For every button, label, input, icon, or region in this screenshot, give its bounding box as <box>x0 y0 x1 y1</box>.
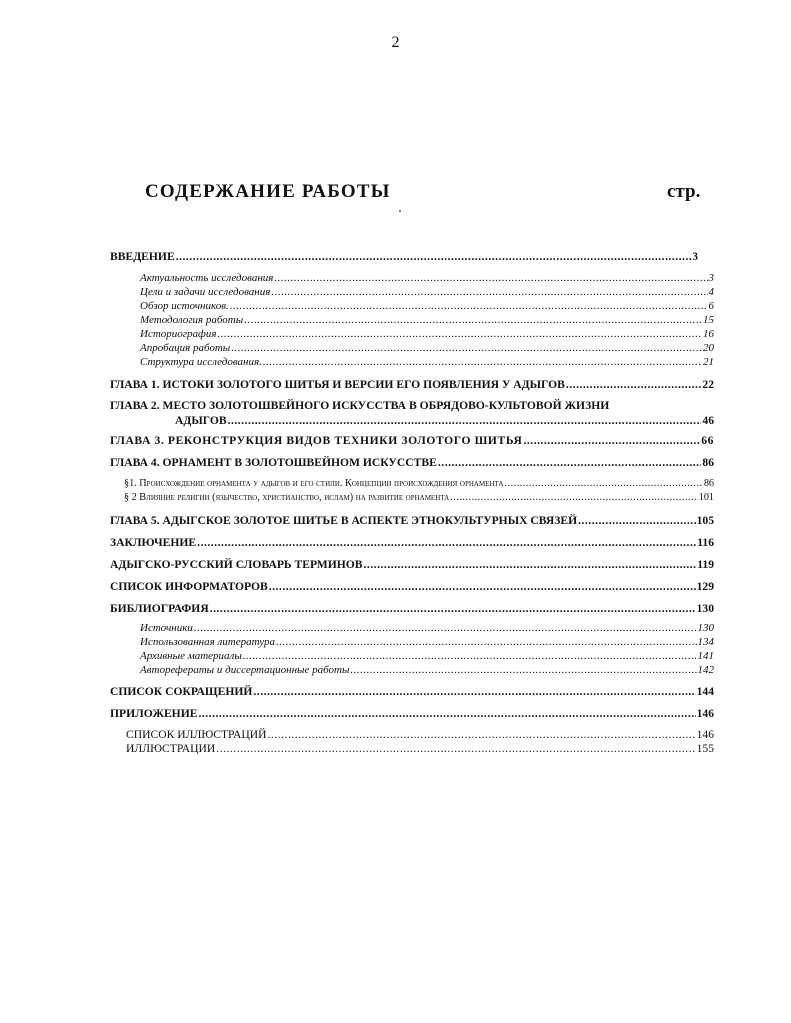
toc-entry-page: 86 <box>702 456 714 469</box>
leader-dots <box>438 457 702 469</box>
leader-dots <box>505 479 703 489</box>
toc-entry-page: 3 <box>708 272 714 284</box>
leader-dots <box>450 493 697 503</box>
toc-entry-page: 21 <box>703 356 714 368</box>
toc-subentry[interactable] <box>140 637 714 648</box>
toc-subentry[interactable] <box>140 301 714 312</box>
toc-entry-dictionary[interactable] <box>110 559 714 571</box>
toc-entry-label: АДЫГСКО-РУССКИЙ СЛОВАРЬ ТЕРМИНОВ <box>110 558 363 571</box>
toc-entry-page: 16 <box>703 328 714 340</box>
toc-subentry[interactable] <box>140 623 714 634</box>
toc-entry-label: Использованная литература <box>140 636 276 648</box>
toc-subentry[interactable] <box>140 357 714 368</box>
toc-entry-page: 116 <box>697 536 714 549</box>
leader-dots <box>566 379 702 391</box>
page-number: 2 <box>391 34 400 51</box>
toc-subentry[interactable] <box>124 493 714 503</box>
toc-entry-page: 134 <box>697 636 714 648</box>
leader-dots <box>268 729 696 741</box>
toc-entry-label: СПИСОК ИЛЛЮСТРАЦИЙ <box>126 728 267 741</box>
toc-entry-chapter-1[interactable] <box>110 379 714 391</box>
toc-entry-label: Цели и задачи исследования <box>140 286 271 298</box>
toc-entry-chapter-2[interactable] <box>175 415 714 427</box>
toc-entry-label: § 2 Влияние религии (язычество, христианство, ислам) на развитие орнамента <box>124 492 450 503</box>
toc-subentry[interactable] <box>140 315 714 326</box>
toc-subentry[interactable] <box>140 651 714 662</box>
toc-subentry[interactable] <box>140 665 714 676</box>
toc-entry-label: АДЫГОВ <box>175 414 227 427</box>
page-column-header: стр. <box>667 181 701 202</box>
toc-entry-label: Архивные материалы <box>140 650 242 662</box>
toc-entry-page: 105 <box>696 514 714 527</box>
toc-entry-chapter-4[interactable] <box>110 457 714 469</box>
toc-entry-page: 22 <box>702 378 714 391</box>
toc-entry-page: 146 <box>696 707 714 720</box>
toc-entry-label: ГЛАВА 3. РЕКОНСТРУКЦИЯ ВИДОВ ТЕХНИКИ ЗОЛОТОГО ШИТЬЯ <box>110 434 523 447</box>
toc-entry-page: 146 <box>696 728 714 741</box>
toc-entry-chapter-5[interactable] <box>110 515 714 527</box>
toc-entry-page: 144 <box>696 685 714 698</box>
leader-dots <box>524 435 701 447</box>
toc-entry-appendix[interactable] <box>110 708 714 720</box>
toc-subentry[interactable] <box>140 287 714 298</box>
leader-dots <box>269 581 696 593</box>
toc-entry-page: 119 <box>697 558 714 571</box>
leader-dots <box>231 343 702 354</box>
leader-dots <box>244 315 702 326</box>
toc-entry-label: СПИСОК ИНФОРМАТОРОВ <box>110 580 268 593</box>
toc-entry-label: ГЛАВА 1. ИСТОКИ ЗОЛОТОГО ШИТЬЯ И ВЕРСИИ ЕГО ПОЯВЛЕНИЯ У АДЫГОВ <box>110 378 565 391</box>
toc-entry-page: 4 <box>708 286 714 298</box>
leader-dots <box>271 287 707 298</box>
leader-dots <box>217 329 702 340</box>
toc-entry-label: Авторефераты и диссертационные работы <box>140 664 350 676</box>
toc-subentry[interactable] <box>140 273 714 284</box>
toc-entry-page: 66 <box>701 434 714 447</box>
toc-entry-page: 130 <box>697 622 714 634</box>
toc-entry-page: 101 <box>698 492 714 503</box>
leader-dots <box>210 603 696 615</box>
toc-entry-informants[interactable] <box>110 581 714 593</box>
leader-dots <box>276 637 696 648</box>
toc-subentry[interactable] <box>126 729 714 741</box>
toc-entry-label: БИБЛИОГРАФИЯ <box>110 602 209 615</box>
leader-dots <box>228 415 702 427</box>
toc-entry-conclusion[interactable] <box>110 537 714 549</box>
toc-entry-label: Историография <box>140 328 217 340</box>
toc-entry-label: ВВЕДЕНИЕ <box>110 250 175 263</box>
toc-entry-page: 46 <box>702 414 714 427</box>
leader-dots <box>263 357 702 368</box>
toc-subentry[interactable] <box>124 479 714 489</box>
toc-entry-label: Апробация работы <box>140 342 231 354</box>
toc-entry-label: ЗАКЛЮЧЕНИЕ <box>110 536 197 549</box>
toc-entry-page: 86 <box>703 478 714 489</box>
toc-entry-bibliography[interactable] <box>110 603 714 615</box>
toc-entry-abbreviations[interactable] <box>110 686 714 698</box>
toc-entry-label: ГЛАВА 5. АДЫГСКОЕ ЗОЛОТОЕ ШИТЬЕ В АСПЕКТЕ ЭТНОКУЛЬТУРНЫХ СВЯЗЕЙ <box>110 514 578 527</box>
leader-dots <box>194 623 697 634</box>
toc-entry-page: 142 <box>697 664 714 676</box>
toc-entry-label: ИЛЛЮСТРАЦИИ <box>126 742 216 755</box>
toc-entry-label: СПИСОК СОКРАЩЕНИЙ <box>110 685 253 698</box>
toc-entry-page: 20 <box>703 342 714 354</box>
toc-entry-chapter-3[interactable] <box>110 435 714 447</box>
toc-entry-intro[interactable] <box>110 251 698 263</box>
toc-entry-page: 6 <box>708 300 714 312</box>
toc-entry-label: Источники <box>140 622 193 634</box>
scan-speck <box>399 210 401 212</box>
toc-entry-label: Структура исследования. <box>140 356 262 368</box>
page-title: СОДЕРЖАНИЕ РАБОТЫ <box>145 181 391 202</box>
leader-dots <box>176 251 692 263</box>
leader-dots <box>230 301 708 312</box>
leader-dots <box>274 273 707 284</box>
leader-dots <box>197 537 696 549</box>
toc-entry-label: §1. Происхождение орнамента у адыгов и его стили. Концепции происхождения орнамента <box>124 478 504 489</box>
toc-entry-chapter-2-line1[interactable]: ГЛАВА 2. МЕСТО ЗОЛОТОШВЕЙНОГО ИСКУССТВА В ОБРЯДОВО-КУЛЬТОВОЙ ЖИЗНИ <box>110 399 610 412</box>
leader-dots <box>253 686 695 698</box>
toc-entry-page: 155 <box>696 742 714 755</box>
toc-subentry[interactable] <box>140 343 714 354</box>
toc-entry-page: 129 <box>696 580 714 593</box>
leader-dots <box>350 665 696 676</box>
toc-entry-page: 15 <box>703 314 714 326</box>
leader-dots <box>243 651 697 662</box>
toc-subentry[interactable] <box>126 743 714 755</box>
leader-dots <box>578 515 695 527</box>
toc-entry-page: 141 <box>697 650 714 662</box>
toc-entry-page: 130 <box>696 602 714 615</box>
leader-dots <box>364 559 697 571</box>
leader-dots <box>198 708 695 720</box>
toc-subentry[interactable] <box>140 329 714 340</box>
toc-entry-page: 3 <box>692 250 698 263</box>
toc-entry-label: ГЛАВА 4. ОРНАМЕНТ В ЗОЛОТОШВЕЙНОМ ИСКУССТВЕ <box>110 456 437 469</box>
toc-entry-label: ПРИЛОЖЕНИЕ <box>110 707 198 720</box>
toc-entry-label: Обзор источников. <box>140 300 229 312</box>
toc-entry-label: Актуальность исследования <box>140 272 274 284</box>
leader-dots <box>216 743 695 755</box>
toc-entry-label: Методология работы <box>140 314 244 326</box>
